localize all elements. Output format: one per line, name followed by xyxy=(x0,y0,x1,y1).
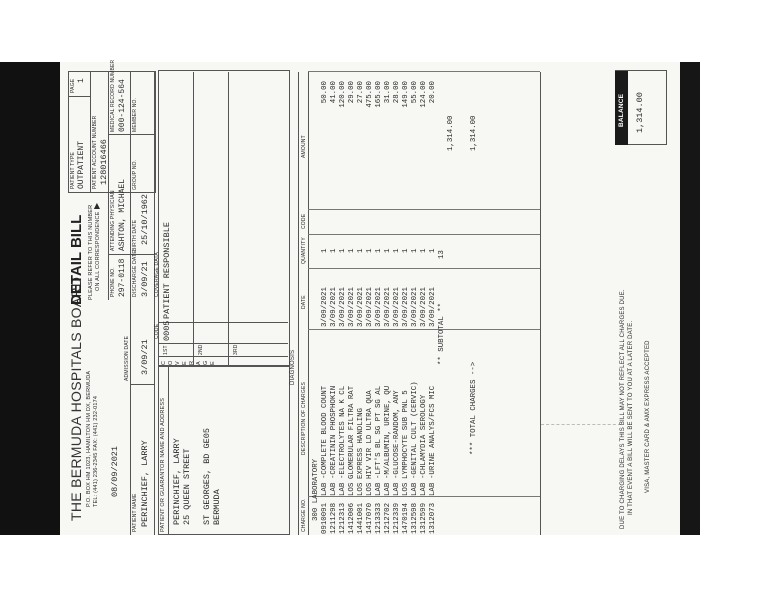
description-cell: HIV VIR LD ULTRA QUA xyxy=(366,390,374,479)
table-row xyxy=(339,65,348,535)
qty-cell: 1 xyxy=(384,248,392,253)
col-description: DESCRIPTION OF CHARGES xyxy=(301,381,307,455)
amount-cell: 31.00 xyxy=(384,81,392,104)
coverage-name: PATIENT RESPONSIBLE xyxy=(162,222,172,319)
subtotal-qty: 13 xyxy=(438,250,446,259)
total-label: *** TOTAL CHARGES --> xyxy=(470,361,478,455)
qty-cell: 1 xyxy=(375,248,383,253)
description-cell: -CREATININ PHOSPHOKIN xyxy=(330,385,338,479)
qty-cell: 1 xyxy=(429,248,437,253)
footer-note-1: DUE TO CHARGING DELAYS THIS BILL MAY NOT REFLECT ALL CHARGES DUE. xyxy=(620,289,626,529)
description-cell: -CHLAMYDIA SEROLOGY xyxy=(420,394,428,479)
coverage-letter: C xyxy=(161,361,167,365)
description-cell: -ELECTROLYTES NA K CL xyxy=(339,385,347,479)
detail-bill-document xyxy=(60,59,680,535)
dept-cell: LOS xyxy=(357,482,365,496)
date-cell: 3/09/2021 xyxy=(357,287,365,327)
date-cell: 3/09/2021 xyxy=(420,287,428,327)
table-row xyxy=(366,65,375,535)
hospital-phone: TEL: (441) 236-2345 FAX: (441) 232-0174 xyxy=(93,395,99,507)
dept-cell: LAB xyxy=(339,482,347,496)
charge-no-cell: 1470194 xyxy=(402,502,410,534)
date-cell: 3/09/2021 xyxy=(330,287,338,327)
description-cell: -URINE ANALYS/FCS MIC xyxy=(429,385,437,479)
scan-border-right xyxy=(680,62,700,535)
hospital-name: THE BERMUDA HOSPITALS BOARD xyxy=(68,276,84,521)
guarantor-line-1: PERINCHIEF, LARRY xyxy=(172,438,182,525)
account-label: PATIENT ACCOUNT NUMBER xyxy=(92,115,98,189)
coverage-letter: V xyxy=(175,361,181,365)
charge-no-cell: 1312073 xyxy=(429,502,437,534)
coverage-label: COVERAGE DATA xyxy=(154,252,160,297)
description-cell: -GLUCOSE-RANDOM, ANY xyxy=(393,390,401,479)
guarantor-line-4: ST GEORGES, BD GE05 xyxy=(202,428,212,525)
amount-cell: 124.00 xyxy=(420,81,428,108)
member-label: MEMBER NO. xyxy=(132,97,138,132)
date-cell: 3/09/2021 xyxy=(384,287,392,327)
charges-table xyxy=(321,65,461,535)
physician: ASHTON, MICHAEL xyxy=(118,178,127,251)
date-cell: 3/09/2021 xyxy=(321,287,329,327)
qty-cell: 1 xyxy=(339,248,347,253)
admission-label: ADMISSION DATE xyxy=(124,335,130,381)
patient-name: PERINCHIEF, LARRY xyxy=(140,440,150,527)
bill-date: 08/09/2021 xyxy=(110,445,120,497)
charge-no-cell: 1212702 xyxy=(384,502,392,534)
bill-title: DETAIL BILL xyxy=(68,214,85,305)
table-row xyxy=(420,65,429,535)
total-amount: 1,314.00 xyxy=(470,115,478,151)
description-cell: GLOMERULAR FILTRA RAT xyxy=(348,385,356,479)
page-number: 1 xyxy=(77,78,86,83)
description-cell: EXPRESS HANDLING xyxy=(357,408,365,479)
dept-cell: LAB xyxy=(375,482,383,496)
mrn: 000-124-564 xyxy=(118,79,127,132)
coverage-letter: E xyxy=(182,361,188,365)
discharge-label: DISCHARGE DATE xyxy=(132,250,138,297)
col-amount: AMOUNT xyxy=(301,135,307,158)
mrn-label: MEDICAL RECORD NUMBER xyxy=(110,59,116,132)
coverage-letter: O xyxy=(168,360,174,365)
amount-cell: 55.00 xyxy=(411,81,419,104)
birth-label: BIRTH DATE xyxy=(132,219,138,251)
qty-cell: 1 xyxy=(402,248,410,253)
discharge-date: 3/09/21 xyxy=(140,261,150,297)
physician-label: ATTENDING PHYSICIAN xyxy=(110,190,116,251)
qty-cell: 1 xyxy=(357,248,365,253)
refer-note-2: ON ALL CORRESPONDENCE xyxy=(95,211,101,291)
date-cell: 3/09/2021 xyxy=(411,287,419,327)
amount-cell: 149.00 xyxy=(402,81,410,108)
description-cell: -LFT'S BL SG PT SG AL xyxy=(375,385,383,479)
footer-note-2: IN THAT EVENT A BILL WILL BE SENT TO YOU AT A LATER DATE. xyxy=(628,320,634,515)
hospital-address: P.O. BOX HM 1023, HAMILTON HM DX, BERMUDA xyxy=(86,370,92,507)
qty-cell: 1 xyxy=(330,248,338,253)
order-2nd: 2ND xyxy=(198,344,204,355)
col-quantity: QUANTITY xyxy=(301,237,307,264)
date-cell: 3/09/2021 xyxy=(393,287,401,327)
order-3rd: 3RD xyxy=(233,344,239,355)
dept-cell: LAB xyxy=(330,482,338,496)
dept-cell: LOS xyxy=(348,482,356,496)
qty-cell: 1 xyxy=(393,248,401,253)
diagnosis-label: DIAGNOSIS xyxy=(290,349,296,385)
charge-no-cell: 1417070 xyxy=(366,502,374,534)
coverage-letter: G xyxy=(203,360,209,365)
col-code: CODE xyxy=(301,213,307,229)
qty-cell: 1 xyxy=(420,248,428,253)
account-number: 128016466 xyxy=(99,139,109,185)
balance-amount: 1,314.00 xyxy=(635,92,645,133)
table-row xyxy=(375,65,384,535)
coverage-letters xyxy=(161,361,217,365)
charge-no-cell: 1412006 xyxy=(348,502,356,534)
birth-date: 25/10/1962 xyxy=(140,193,150,245)
coverage-letter: E xyxy=(210,361,216,365)
charge-no-cell: 1312599 xyxy=(420,502,428,534)
table-row xyxy=(357,65,366,535)
refer-note-1: PLEASE REFER TO THIS NUMBER xyxy=(88,204,94,300)
qty-cell: 1 xyxy=(366,248,374,253)
scan-border-left xyxy=(0,62,60,535)
dept-cell: LAB xyxy=(393,482,401,496)
charge-no-cell: 1212313 xyxy=(339,502,347,534)
admission-date: 3/09/21 xyxy=(140,339,150,375)
amount-cell: 29.00 xyxy=(348,81,356,104)
table-row xyxy=(393,65,402,535)
description-cell: -M/ALBUMIN, URINE, QU xyxy=(384,385,392,479)
charge-no-cell: 1312598 xyxy=(411,502,419,534)
description-cell: LYMPHOCYTE SUB PNL 5 xyxy=(402,390,410,479)
charge-no-cell: 0910091 xyxy=(321,502,329,534)
code-label: CODE xyxy=(154,323,160,339)
group-label: GROUP NO. xyxy=(132,159,138,190)
charge-no-cell: 1213333 xyxy=(375,502,383,534)
page-label: PAGE xyxy=(70,78,76,93)
dept-cell: LAB xyxy=(420,482,428,496)
dept-cell: LOS xyxy=(402,482,410,496)
date-cell: 3/09/2021 xyxy=(366,287,374,327)
amount-cell: 20.00 xyxy=(429,81,437,104)
phone: 297-0118 xyxy=(118,258,127,297)
date-cell: 3/09/2021 xyxy=(375,287,383,327)
dept-cell: LAB xyxy=(429,482,437,496)
charge-no-cell: 1441001 xyxy=(357,502,365,534)
description-cell: -GENITAL CULT (CERVIC) xyxy=(411,381,419,479)
guarantor-label: PATIENT OR GUARANTOR NAME AND ADDRESS xyxy=(160,397,166,532)
dept-cell: LAB xyxy=(321,482,329,496)
dept-cell: LAB xyxy=(411,482,419,496)
coverage-letter: R xyxy=(189,361,195,365)
amount-cell: 41.00 xyxy=(330,81,338,104)
order-1st: 1ST xyxy=(163,345,169,355)
dept-cell: LOS xyxy=(366,482,374,496)
date-cell: 3/09/2021 xyxy=(339,287,347,327)
col-charge-no: CHARGE NO. xyxy=(301,498,307,532)
amount-cell: 28.00 xyxy=(393,81,401,104)
qty-cell: 1 xyxy=(411,248,419,253)
table-row xyxy=(348,65,357,535)
amount-cell: 120.00 xyxy=(339,81,347,108)
table-row xyxy=(411,65,420,535)
amount-cell: 165.00 xyxy=(375,81,383,108)
table-row xyxy=(321,65,330,535)
description-cell: -COMPLETE BLOOD COUNT xyxy=(321,385,329,479)
date-cell: 3/09/2021 xyxy=(429,287,437,327)
table-row xyxy=(384,65,393,535)
qty-cell: 1 xyxy=(321,248,329,253)
guarantor-line-2: 25 QUEEN STREET xyxy=(182,448,192,525)
patient-type-label: PATIENT TYPE xyxy=(70,151,76,189)
amount-cell: 475.00 xyxy=(366,81,374,108)
cards-accepted: VISA, MASTER CARD & AMX EXPRESS ACCEPTED xyxy=(645,340,651,493)
qty-cell: 1 xyxy=(348,248,356,253)
date-cell: 3/09/2021 xyxy=(348,287,356,327)
table-row xyxy=(429,65,438,535)
balance-label: BALANCE xyxy=(618,93,625,127)
table-row xyxy=(330,65,339,535)
charge-no-cell: 1211298 xyxy=(330,502,338,534)
subtotal-amount: 1,314.00 xyxy=(447,115,455,151)
phone-label: PHONE NO. xyxy=(110,267,116,297)
charge-no-cell: 1212339 xyxy=(393,502,401,534)
patient-name-label: PATIENT NAME xyxy=(132,493,138,532)
guarantor-line-5: BERMUDA xyxy=(212,489,222,525)
date-cell: 3/09/2021 xyxy=(402,287,410,327)
patient-type: OUTPATIENT xyxy=(77,140,86,189)
dept-cell: LAB xyxy=(384,482,392,496)
col-date: DATE xyxy=(301,295,307,309)
table-row xyxy=(402,65,411,535)
coverage-code: 0005 xyxy=(162,320,172,341)
coverage-letter: A xyxy=(196,361,202,365)
subtotal-label: ** SUBTOTAL ** xyxy=(438,302,446,365)
amount-cell: 50.00 xyxy=(321,81,329,104)
section-title: 300 LABORATORY xyxy=(312,458,320,521)
amount-cell: 27.00 xyxy=(357,81,365,104)
arrow-right-icon: ▶ xyxy=(92,202,101,209)
